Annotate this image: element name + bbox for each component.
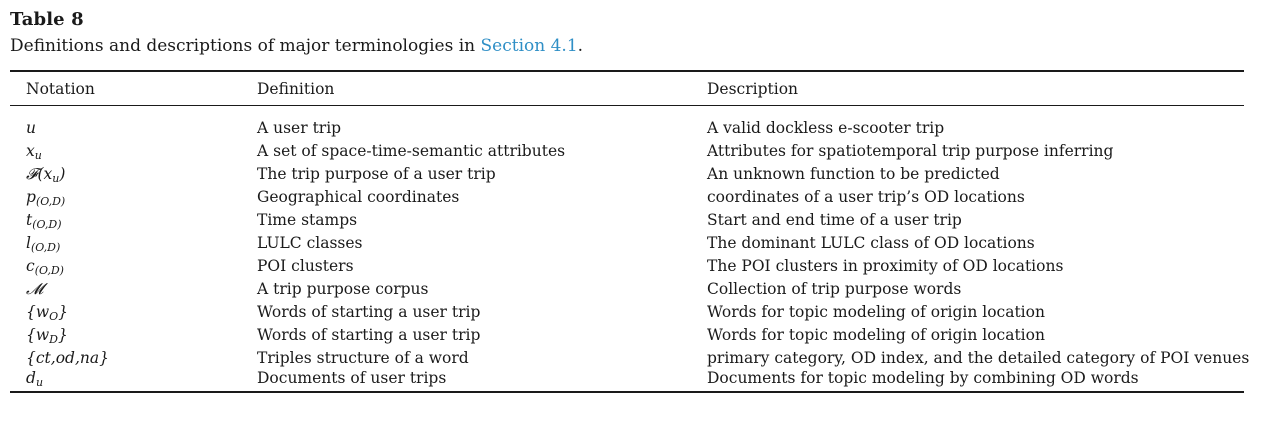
table-row xyxy=(0,211,1262,234)
caption-text: Definitions and descriptions of major terminologies in xyxy=(10,36,481,56)
notation-symbol: 𝓜 xyxy=(26,280,44,298)
notation-subscript: (O,D) xyxy=(34,264,64,277)
notation-symbol: {ct,od,na} xyxy=(26,349,109,367)
cell-definition: A trip purpose corpus xyxy=(257,280,429,298)
table-row xyxy=(0,119,1262,142)
notation-subscript: u xyxy=(35,376,44,389)
notation-symbol: {w xyxy=(26,326,50,344)
header-definition: Definition xyxy=(257,80,335,98)
notation-tail: } xyxy=(58,303,69,321)
cell-definition: LULC classes xyxy=(257,234,363,252)
notation-tail: } xyxy=(57,326,68,344)
cell-definition: Triples structure of a word xyxy=(257,349,469,367)
cell-description: coordinates of a user trip’s OD locations xyxy=(707,188,1025,206)
notation-subscript: (O,D) xyxy=(35,195,66,208)
section-link[interactable]: Section 4.1 xyxy=(480,36,578,56)
cell-definition: A set of space-time-semantic attributes xyxy=(257,142,566,160)
notation-symbol: d xyxy=(26,369,36,387)
cell-definition: A user trip xyxy=(257,119,342,137)
table-row xyxy=(0,234,1262,257)
cell-definition: Time stamps xyxy=(257,211,358,229)
notation-symbol: l xyxy=(26,234,31,252)
cell-definition: Documents of user trips xyxy=(257,369,447,387)
cell-notation xyxy=(26,119,36,137)
cell-description: The dominant LULC class of OD locations xyxy=(707,234,1035,252)
notation-subscript: u xyxy=(34,149,42,162)
cell-notation xyxy=(26,326,68,346)
cell-notation xyxy=(26,211,62,231)
table-top-rule xyxy=(10,70,1244,72)
cell-definition: The trip purpose of a user trip xyxy=(257,165,496,183)
table-row xyxy=(0,303,1262,326)
cell-description: Collection of trip purpose words xyxy=(707,280,962,298)
cell-notation xyxy=(26,142,42,162)
cell-description: The POI clusters in proximity of OD locations xyxy=(707,257,1064,275)
header-notation: Notation xyxy=(26,80,95,98)
notation-subscript: O xyxy=(49,310,59,323)
table-row xyxy=(0,142,1262,165)
cell-description: primary category, OD index, and the detailed category of POI venues xyxy=(707,349,1250,367)
cell-notation xyxy=(26,188,65,208)
notation-subscript: (O,D) xyxy=(30,241,61,254)
cell-notation xyxy=(26,369,43,389)
notation-subscript: u xyxy=(52,172,60,185)
table-caption-label: Table 8 xyxy=(10,9,84,30)
cell-description: Documents for topic modeling by combining OD words xyxy=(707,369,1139,387)
cell-notation xyxy=(26,280,43,299)
header-description: Description xyxy=(707,80,799,98)
cell-description: Start and end time of a user trip xyxy=(707,211,962,229)
table-bottom-rule xyxy=(10,391,1244,393)
table-row xyxy=(0,257,1262,280)
caption-period: . xyxy=(577,36,584,56)
cell-definition: Words of starting a user trip xyxy=(257,326,481,344)
table-row xyxy=(0,326,1262,349)
cell-description: A valid dockless e-scooter trip xyxy=(707,119,945,137)
table-row xyxy=(0,188,1262,211)
cell-description: Attributes for spatiotemporal trip purpose inferring xyxy=(707,142,1114,160)
notation-symbol: u xyxy=(26,119,36,137)
table-row xyxy=(0,165,1262,188)
cell-notation xyxy=(26,303,68,323)
cell-definition: POI clusters xyxy=(257,257,354,275)
notation-subscript: D xyxy=(49,333,58,346)
cell-definition: Words of starting a user trip xyxy=(257,303,481,321)
notation-symbol: 𝓕(x xyxy=(26,165,53,183)
cell-notation xyxy=(26,165,65,185)
notation-symbol: x xyxy=(26,142,35,160)
table-row xyxy=(0,280,1262,303)
cell-description: Words for topic modeling of origin location xyxy=(707,303,1045,321)
notation-symbol: p xyxy=(26,188,36,206)
notation-symbol: t xyxy=(26,211,33,229)
notation-tail: ) xyxy=(59,165,66,183)
notation-symbol: c xyxy=(26,257,35,275)
table-header-rule xyxy=(10,105,1244,106)
table-row xyxy=(0,369,1262,392)
cell-notation xyxy=(26,349,109,367)
cell-notation xyxy=(26,257,64,277)
cell-description: Words for topic modeling of origin location xyxy=(707,326,1045,344)
notation-symbol: {w xyxy=(26,303,50,321)
table-caption xyxy=(10,36,583,56)
notation-subscript: (O,D) xyxy=(32,218,62,231)
cell-definition: Geographical coordinates xyxy=(257,188,460,206)
cell-description: An unknown function to be predicted xyxy=(707,165,1000,183)
cell-notation xyxy=(26,234,60,254)
